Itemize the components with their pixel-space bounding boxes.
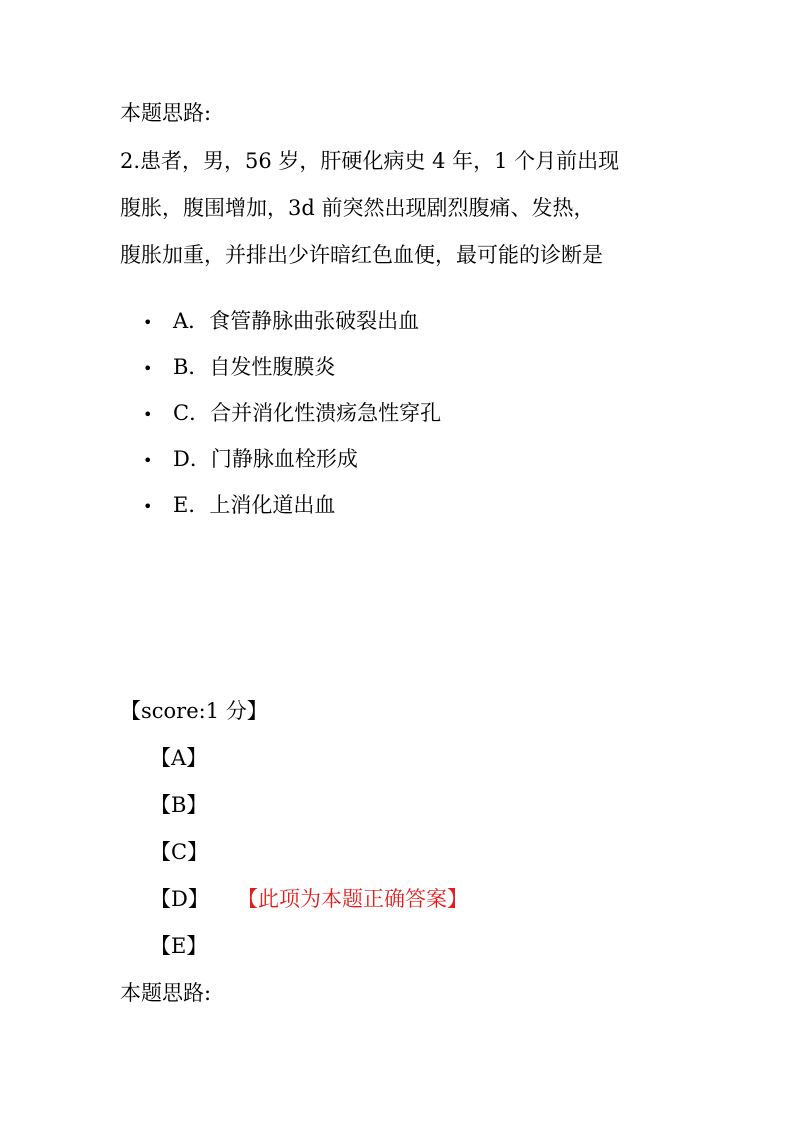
choice-e: 【E】 bbox=[150, 934, 208, 958]
choice-d: 【D】 bbox=[150, 887, 209, 911]
option-c bbox=[143, 398, 441, 430]
top-explanation-label: 本题思路: bbox=[120, 101, 212, 125]
score-label: 【score:1 分】 bbox=[120, 699, 268, 723]
option-e-text: E．上消化道出血 bbox=[173, 493, 336, 517]
option-a-text: A．食管静脉曲张破裂出血 bbox=[173, 309, 420, 333]
bullet-icon: • bbox=[143, 404, 153, 424]
bullet-icon: • bbox=[143, 358, 153, 378]
bullet-icon: • bbox=[143, 496, 153, 516]
correct-answer-note: 【此项为本题正确答案】 bbox=[237, 887, 468, 911]
bottom-explanation-label: 本题思路: bbox=[120, 981, 212, 1005]
option-c-text: C．合并消化性溃疡急性穿孔 bbox=[173, 401, 442, 425]
option-b-text: B．自发性腹膜炎 bbox=[173, 355, 336, 379]
choice-b: 【B】 bbox=[150, 793, 208, 817]
option-d bbox=[143, 444, 358, 476]
option-a bbox=[143, 306, 419, 338]
option-d-text: D．门静脉血栓形成 bbox=[173, 447, 358, 471]
question-line-3: 腹胀加重，并排出少许暗红色血便，最可能的诊断是 bbox=[120, 243, 603, 267]
option-b bbox=[143, 352, 335, 384]
choice-c: 【C】 bbox=[150, 840, 209, 864]
question-line-2: 腹胀，腹围增加，3d 前突然出现剧烈腹痛、发热， bbox=[120, 196, 595, 220]
bullet-icon: • bbox=[143, 312, 153, 332]
question-line-1: 2.患者，男，56 岁，肝硬化病史 4 年，1 个月前出现 bbox=[120, 149, 620, 173]
option-e bbox=[143, 490, 335, 522]
choice-a: 【A】 bbox=[150, 746, 208, 770]
bullet-icon: • bbox=[143, 450, 153, 470]
